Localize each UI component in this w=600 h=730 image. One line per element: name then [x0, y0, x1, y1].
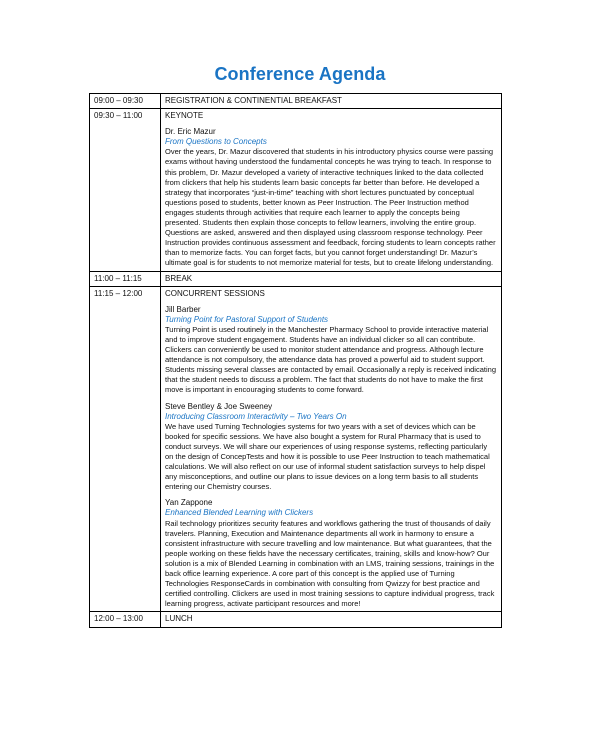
talk-block: [165, 402, 497, 493]
row-session: [161, 109, 502, 271]
talk-title: From Questions to Concepts: [165, 137, 267, 147]
session-heading: CONCURRENT SESSIONS: [165, 288, 265, 298]
agenda-row-registration: [90, 94, 502, 109]
agenda-table: [89, 93, 502, 628]
talk-abstract: We have used Turning Technologies systems for two years with a set of devices which can be booked for specific sessions. We have also bought a system for Rural Pharmacy that is used to conduct surveys. We will share our experiences of using response systems, reflecting particularly on the design of ConcepTests and how it is possible to use Peer Instruction to teach mathematical calculations. We will also reflect on our use of informal student satisfaction surveys to help dispel any misconceptions, and outline our plans to issue devices on a long term basis to all students entering our Chemistry courses.: [165, 421, 490, 492]
speaker-name: Steve Bentley & Joe Sweeney: [165, 401, 273, 411]
row-session: [161, 94, 502, 109]
row-time: 09:30 – 11:00: [90, 109, 161, 271]
session-heading: BREAK: [165, 273, 193, 283]
talk-title: Turning Point for Pastoral Support of Students: [165, 314, 329, 324]
agenda-row-keynote: [90, 109, 502, 271]
talk-block: [165, 305, 497, 396]
talk-title: Enhanced Blended Learning with Clickers: [165, 508, 314, 518]
talk-block: [165, 498, 497, 609]
talk-abstract: Turning Point is used routinely in the Manchester Pharmacy School to provide interactive material and to improve student engagement. Students have an individual clicker so all can contribute. Clickers can conveniently be used to monitor student attendance and progress. Although lecture attendance is not compulsory, the attendance data has proved a powerful aid to student support. Students missing several classes are contacted by email. Occasionally a reply is received indicating that the student needs to discuss a problem. The fact that students do not have to make the first move is important in encouraging students to come forward.: [165, 324, 496, 395]
speaker-name: Dr. Eric Mazur: [165, 127, 216, 137]
agenda-row-break: [90, 271, 502, 286]
talk-abstract: Over the years, Dr. Mazur discovered that students in his introductory physics course were passing exams without having understood the fundamental concepts he was trying to teach. In response to this problem, Dr. Mazur developed a variety of interactive techniques linked to the data collected from clickers that help his students learn basic concepts far better than before. He developed a strategy that incorporates “just-in-time” teaching with short lectures punctuated by conceptual questions posed to students, better known as Peer Instruction. The Peer Instruction method engages students through activities that require each learner to apply the concepts being presented. Students then explain those concepts to fellow learners, involving the entire group. Questions are asked, answered and then displayed using classroom response technology. Peer Instruction provides continuous assessment and feedback, forcing students to learn concepts rather than to memorize facts. You can forget facts, but you cannot forget understanding! Dr. Mazur’s ultimate goal is for students to not memorize material for tests, but to create lifelong understanding.: [165, 147, 496, 268]
row-session: [161, 286, 502, 612]
session-heading: REGISTRATION & CONTINENTIAL BREAKFAST: [165, 96, 342, 105]
agenda-row-concurrent: [90, 286, 502, 612]
row-time: 11:15 – 12:00: [90, 286, 161, 612]
row-session: [161, 612, 502, 627]
talk-title: Introducing Classroom Interactivity – Two Years On: [165, 411, 347, 421]
row-time: 11:00 – 11:15: [90, 271, 161, 286]
session-heading: LUNCH: [165, 614, 193, 624]
row-time: 12:00 – 13:00: [90, 612, 161, 627]
talk-abstract: Rail technology prioritizes security features and workflows gathering the trust of thousands of daily travelers. Planning, Execution and Maintenance departments all work in harmony to ensure a consistent infrastructure with secure travelling and low maintenance. But what guarantees, that the people working on these fields have the necessary certificates, training, skills and know-how? Our solution is a mix of Blended Learning in combination with an LMS, training sessions, trainings in the back office learning experience. A core part of this concept is the applied use of Turning Technologies ResponseCards in combination with consulting from Qwizzy for best practice and certified controlling. Clickers are used in most training sessions to capture individual progress, track learning progress, activate participant resources and more!: [165, 518, 495, 609]
page-title: Conference Agenda: [214, 64, 386, 84]
session-heading: KEYNOTE: [165, 111, 204, 121]
agenda-row-lunch: [90, 612, 502, 627]
speaker-name: Yan Zappone: [165, 498, 213, 508]
talk-block: [165, 127, 497, 268]
speaker-name: Jill Barber: [165, 304, 201, 314]
row-time: 09:00 – 09:30: [90, 94, 161, 109]
row-session: [161, 271, 502, 286]
